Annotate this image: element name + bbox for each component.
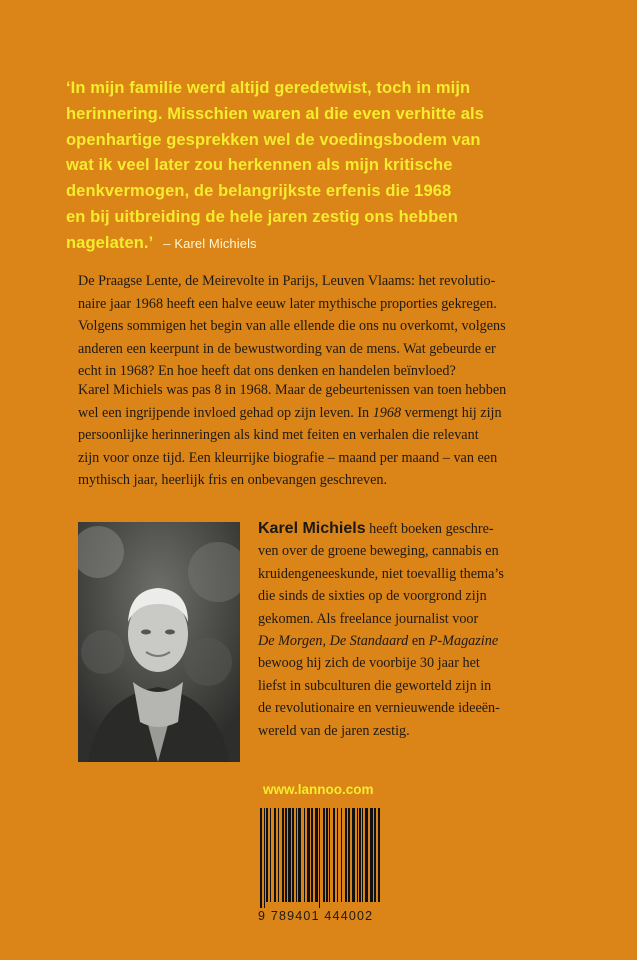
- text-line: liefst in subculturen die geworteld zijn in: [258, 677, 492, 694]
- barcode-bar: [326, 808, 328, 902]
- author-name: Karel Michiels: [258, 520, 366, 537]
- barcode-bar: [266, 808, 268, 902]
- author-photo: [78, 522, 240, 762]
- text-segment: wel een ingrijpende invloed gehad op zijn leven. In: [78, 404, 370, 421]
- quote-line: wat ik veel later zou herkennen als mijn kritische: [66, 156, 453, 175]
- barcode-bar: [292, 808, 294, 902]
- barcode-bar: [288, 808, 291, 902]
- quote-line: nagelaten.’: [66, 233, 154, 252]
- quote-line: openhartige gesprekken wel de voedingsbodem van: [66, 130, 481, 149]
- barcode-bar: [370, 808, 373, 902]
- barcode-bar: [341, 808, 342, 902]
- author-photo-image: [78, 522, 240, 762]
- author-bio: [258, 518, 558, 742]
- text-line: Karel Michiels was pas 8 in 1968. Maar de gebeurtenissen van toen hebben: [78, 382, 507, 398]
- barcode-bar: [304, 808, 305, 902]
- barcode-bar: [365, 808, 368, 902]
- quote-last-line: [66, 231, 536, 257]
- barcode-bar: [357, 808, 358, 902]
- text-segment: en: [408, 633, 429, 650]
- text-line: echt in 1968? En hoe heeft dat ons denken en handelen beïnvloed?: [78, 363, 456, 379]
- quote-line: denkvermogen, de belangrijkste erfenis die 1968: [66, 182, 452, 201]
- book-title: 1968: [372, 404, 402, 421]
- barcode-bar: [378, 808, 380, 902]
- barcode-bar: [298, 808, 301, 902]
- barcode-bar: [270, 808, 271, 902]
- synopsis-paragraph: [78, 270, 560, 383]
- barcode-bar: [307, 808, 310, 902]
- barcode-bar: [352, 808, 355, 902]
- text-line: kruidengeneeskunde, niet toevallig thema’s: [258, 565, 504, 582]
- text-line: die sinds de sixties op de voorgrond zijn: [258, 588, 487, 605]
- barcode-bar: [345, 808, 347, 902]
- text-line: [78, 402, 560, 425]
- barcode-bar: [315, 808, 318, 902]
- barcode-bar: [348, 808, 350, 902]
- text-line: mythisch jaar, heerlijk fris en onbevangen geschreven.: [78, 472, 388, 488]
- barcode-bar: [362, 808, 363, 902]
- barcode-bar: [319, 808, 320, 908]
- text-line: bewoog hij zich de voorbije 30 jaar het: [258, 655, 480, 672]
- text-segment: vermengt hij zijn: [401, 404, 502, 421]
- barcode-bar: [337, 808, 338, 902]
- quote-line: ‘In mijn familie werd altijd geredetwist, toch in mijn: [66, 79, 471, 97]
- text-line: ven over de groene beweging, cannabis en: [258, 543, 499, 560]
- barcode-bar: [359, 808, 361, 902]
- barcode-bar: [333, 808, 335, 902]
- text-line: gekomen. Als freelance journalist voor: [258, 610, 479, 627]
- barcode-bar: [374, 808, 376, 902]
- barcode-bar: [260, 808, 262, 908]
- barcode-bar: [285, 808, 287, 902]
- text-line: de revolutionaire en vernieuwende ideeën-: [258, 700, 500, 717]
- barcode-bar: [311, 808, 313, 902]
- quote-line: en bij uitbreiding de hele jaren zestig ons hebben: [66, 207, 458, 226]
- quote-line: herinnering. Misschien waren al die even verhitte als: [66, 104, 484, 123]
- pull-quote: [66, 76, 536, 257]
- author-intro-paragraph: [78, 379, 560, 492]
- barcode-bar: [278, 808, 279, 902]
- quote-author: – Karel Michiels: [163, 235, 257, 251]
- barcode-bar: [264, 808, 265, 908]
- barcode-bar: [282, 808, 284, 902]
- publisher-website[interactable]: www.lannoo.com: [263, 782, 374, 797]
- text-line: anderen een keerpunt in de bewustwording van de mens. Wat gebeurde er: [78, 340, 496, 357]
- text-line: De Praagse Lente, de Meirevolte in Parijs, Leuven Vlaams: het revolutio-: [78, 273, 496, 289]
- text-line: [258, 518, 558, 540]
- isbn-number: 9 789401 444002: [258, 909, 374, 923]
- text-line: naire jaar 1968 heeft een halve eeuw later mythische proporties gekregen.: [78, 295, 497, 312]
- text-line: wereld van de jaren zestig.: [258, 722, 410, 739]
- barcode-bar: [296, 808, 297, 902]
- text-line: [258, 630, 558, 652]
- publication-name: P-Magazine: [428, 633, 499, 650]
- barcode: [258, 808, 386, 924]
- text-line: Volgens sommigen het begin van alle ellende die ons nu overkomt, volgens: [78, 318, 506, 334]
- text-line: zijn voor onze tijd. Een kleurrijke biografie – maand per maand – van een: [78, 449, 498, 466]
- barcode-bar: [274, 808, 276, 902]
- barcode-bar: [329, 808, 330, 902]
- text-line: persoonlijke herinneringen als kind met feiten en verhalen die relevant: [78, 427, 479, 443]
- publication-names: De Morgen, De Standaard: [258, 633, 409, 650]
- barcode-bar: [323, 808, 325, 902]
- text-segment: heeft boeken geschre-: [365, 521, 494, 537]
